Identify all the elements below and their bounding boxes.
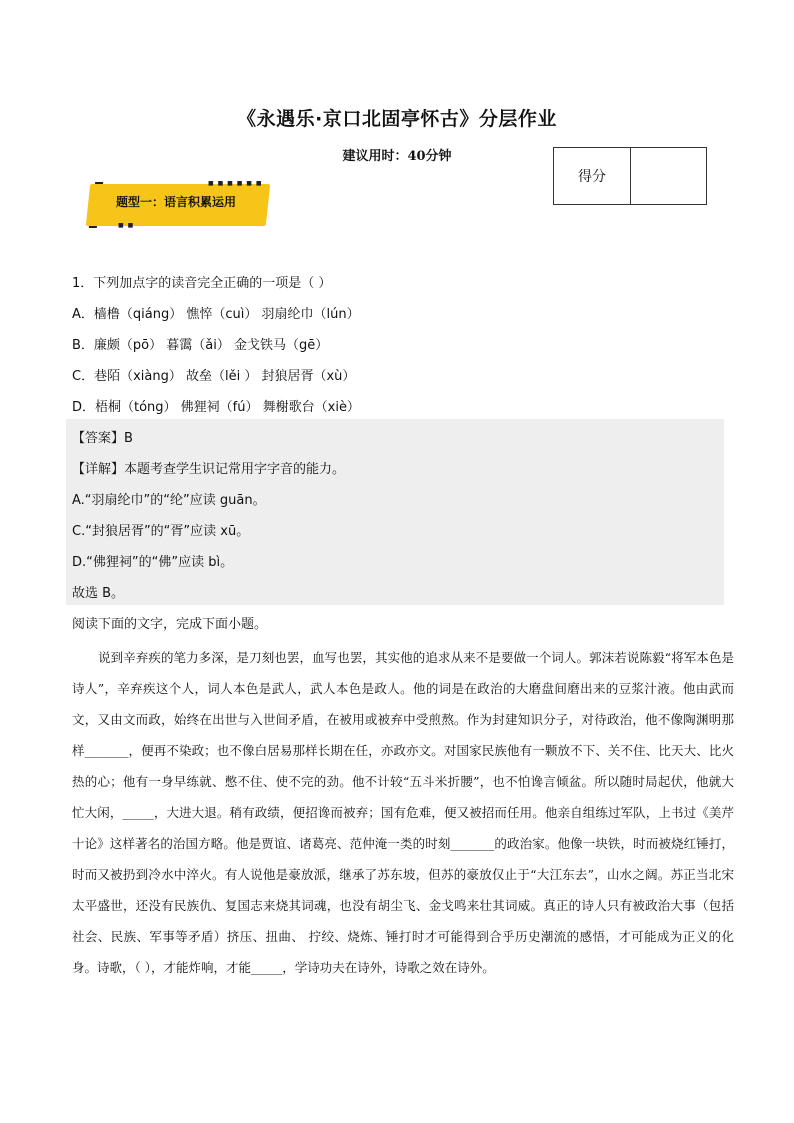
answer-d: D.“佛狸祠”的“佛”应读 bì。 [72,555,234,570]
reading-intro: 阅读下面的文字，完成下面小题。 [72,617,268,632]
answer-a: A.“羽扇纶巾”的“纶”应读 guān。 [72,493,266,508]
page-title: 《永遇乐·京口北固亭怀古》分层作业 [237,108,557,130]
option-d: D．梧桐（tóng） 佛狸祠（fú） 舞榭歌台（xiè） [72,400,360,415]
banner-text: 题型一：语言积累运用 [116,195,237,209]
suggested-time: 建议用时：40分钟 [342,149,452,164]
option-a: A．樯橹（qiáng） 憔悴（cuì） 羽扇纶巾（lún） [72,307,360,322]
answer-detail: 【详解】本题考查学生识记常用字字音的能力。 [72,462,346,477]
question-stem: 1．下列加点字的读音完全正确的一项是（ ） [72,276,332,291]
banner-dots-bottom: ■ ■ [118,222,135,229]
score-box [553,147,707,205]
option-c: C．巷陌（xiàng） 故垒（lěi ） 封狼居胥（xù） [72,369,356,384]
answer-c: C.“封狼居胥”的“胥”应读 xū。 [72,524,250,539]
banner-dots-top: ■ ■ ■ ■ ■ ■ [208,180,263,187]
answer-line: 【答案】B [72,431,133,446]
section-banner [88,180,272,230]
option-b: B．廉颇（pō） 暮霭（ǎi） 金戈铁马（gē） [72,338,329,353]
answer-background [66,419,724,605]
reading-passage [72,642,734,983]
passage-text: 说到辛弃疾的笔力多深，是刀刻也罢，血写也罢，其实他的追求从来不是要做一个词人。郭沫若说陈毅“将军本色是诗人”，辛弃疾这个人，词人本色是武人，武人本色是政人。他的词是在政治的大磨盘间磨出来的豆浆汁液。他由武而文，又由文而政，始终在出世与入世间矛盾，在被用或被弃中受煎熬。作为封建知识分子，对待政治，他不像陶渊明那样_______，便再不染政；也不像白居易那样长期在任，亦政亦文。对国家民族他有一颗放不下、关不住、比天大、比火热的心；他有一身早练就、憋不住、使不完的劲。他不计较“五斗米折腰”，也不怕谗言倾盆。所以随时局起伏，他就大忙大闲，_____，大进大退。稍有政绩，便招谗而被弃；国有危难，便又被招而任用。他亲自组练过军队，上书过《美芹十论》这样著名的治国方略。他是贾谊、诸葛亮、范仲淹一类的时刻_______的政治家。他像一块铁，时而被烧红锤打，时而又被扔到冷水中淬火。有人说他是豪放派，继承了苏东坡，但苏的豪放仅止于“大江东去”，山水之阔。苏正当北宋太平盛世，还没有民族仇、复国志来烧其词魂，也没有胡尘飞、金戈鸣来壮其词威。真正的诗人只有被政治大事（包括社会、民族、军事等矛盾）挤压、扭曲、 拧绞、烧炼、锤打时才可能得到合乎历史潮流的感悟，才可能成为正义的化身。诗歌，（ ），才能炸响，才能_____，学诗功夫在诗外，诗歌之效在诗外。 [72,650,734,975]
answer-conclusion: 故选 B。 [72,586,125,601]
score-label: 得分 [554,148,631,204]
score-value-cell[interactable] [631,148,706,204]
